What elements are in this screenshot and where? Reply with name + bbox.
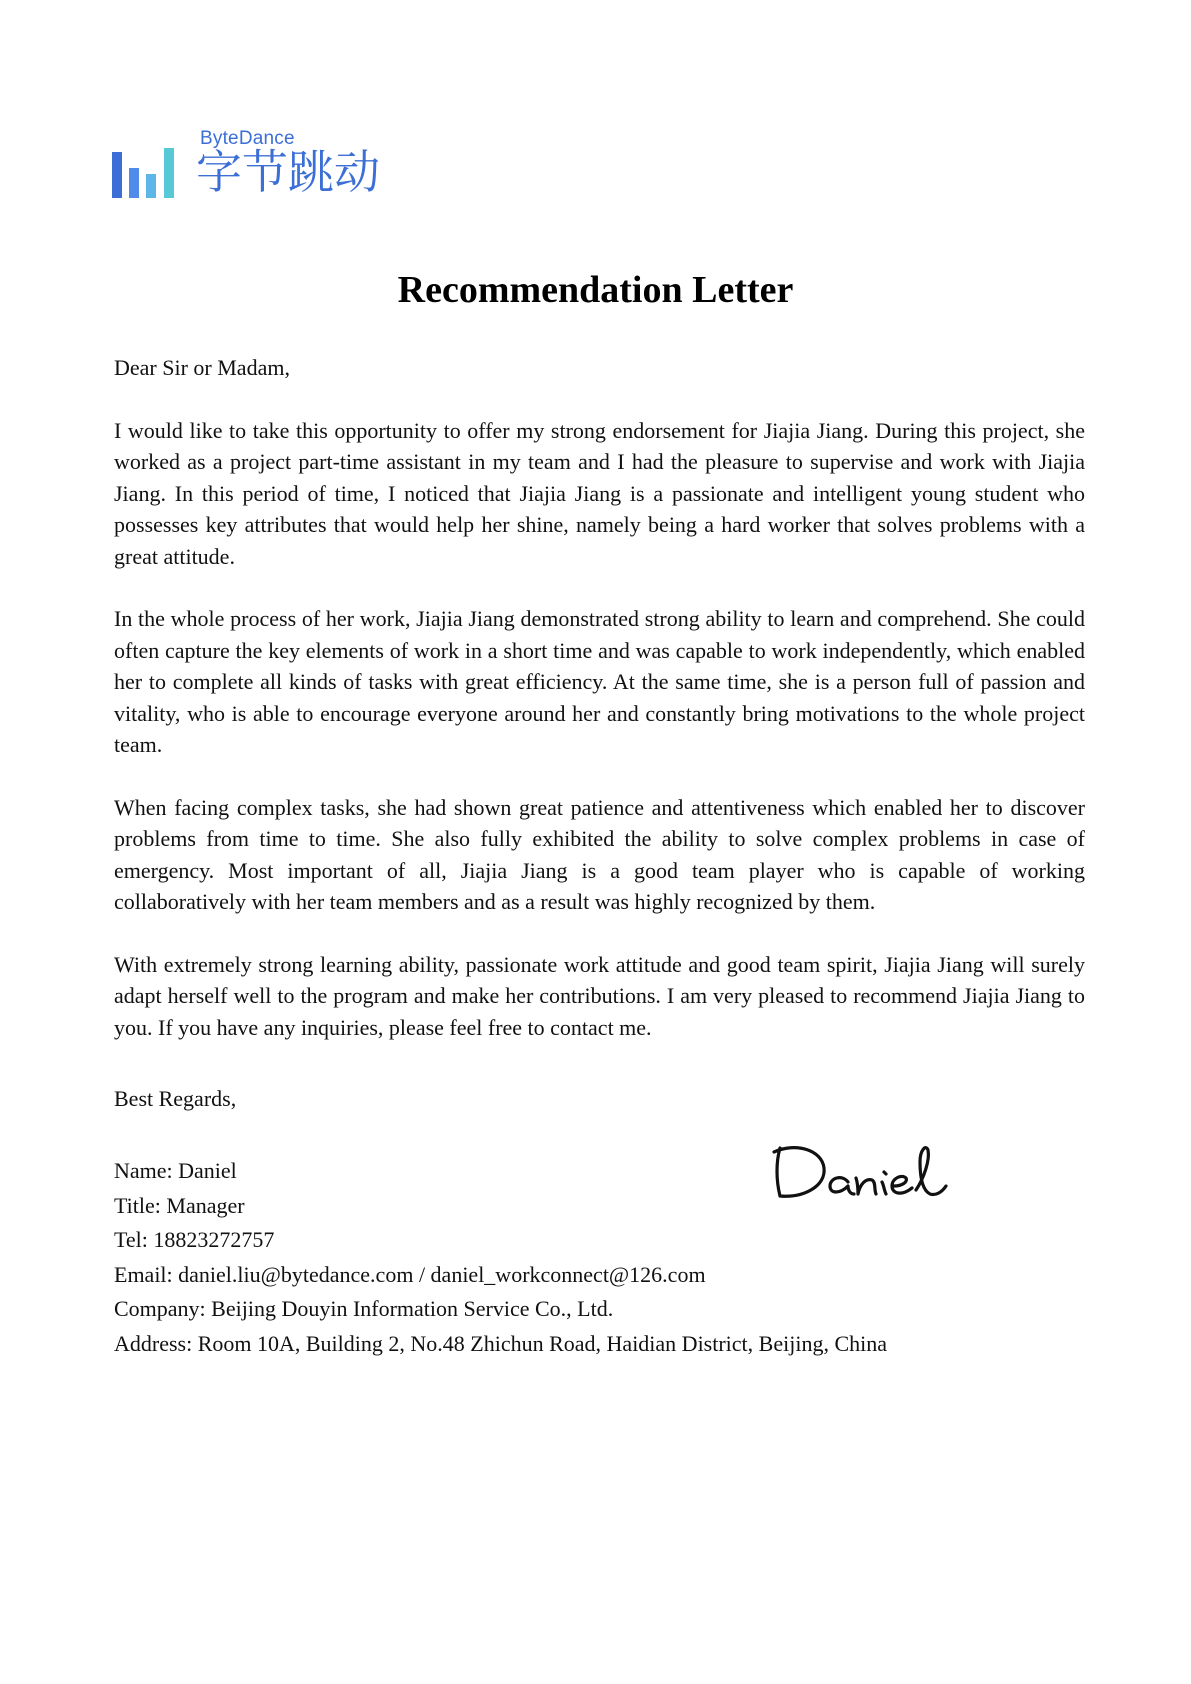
logo-text-english: ByteDance bbox=[200, 128, 295, 149]
signer-title: Title: Manager bbox=[114, 1192, 245, 1218]
signer-company: Company: Beijing Douyin Information Service Co., Ltd. bbox=[114, 1296, 614, 1322]
paragraph-4: With extremely strong learning ability, passionate work attitude and good team spirit, Jiajia Jiang will surely adapt herself well to the program and make her contributions. I am very pleased to recommend Jiajia Jiang to you. If you have any inquiries, please feel free to contact me. bbox=[114, 951, 1085, 1040]
bytedance-logo bbox=[112, 128, 412, 208]
paragraph-2: In the whole process of her work, Jiajia Jiang demonstrated strong ability to learn and comprehend. She could often capture the key elements of work in a short time and was capable to work independently, which enabled her to complete all kinds of tasks with great efficiency. At the same time, she is a person full of passion and vitality, who is able to encourage everyone around her and constantly bring motivations to the whole project team. bbox=[114, 606, 1085, 757]
bytedance-logo-mark-icon bbox=[112, 144, 178, 204]
signer-tel: Tel: 18823272757 bbox=[114, 1227, 275, 1253]
paragraph-3: When facing complex tasks, she had shown great patience and attentiveness which enabled her to discover problems from time to time. She also fully exhibited the ability to solve complex problems in case of emergency. Most important of all, Jiajia Jiang is a good team player who is capable of working collaboratively with her team members and as a result was highly recognized by them. bbox=[114, 794, 1085, 914]
letter-body bbox=[114, 352, 1085, 1115]
salutation: Dear Sir or Madam, bbox=[114, 355, 290, 380]
closing: Best Regards, bbox=[114, 1086, 237, 1111]
letter-title: Recommendation Letter bbox=[397, 269, 794, 311]
logo-text-chinese: 字节跳动 bbox=[196, 145, 380, 199]
signer-address: Address: Room 10A, Building 2, No.48 Zhichun Road, Haidian District, Beijing, China bbox=[114, 1330, 887, 1356]
signer-email: Email: daniel.liu@bytedance.com / daniel_workconnect@126.com bbox=[114, 1261, 706, 1287]
paragraph-1: I would like to take this opportunity to offer my strong endorsement for Jiajia Jiang. During this project, she worked as a project part-time assistant in my team and I had the pleasure to supervise and work with Jiajia Jiang. In this period of time, I noticed that Jiajia Jiang is a passionate and intelligent young student who possesses key attributes that would help her shine, namely being a hard worker that solves problems with a great attitude. bbox=[114, 417, 1085, 569]
handwritten-signature bbox=[766, 1138, 986, 1210]
signer-name: Name: Daniel bbox=[114, 1158, 237, 1183]
